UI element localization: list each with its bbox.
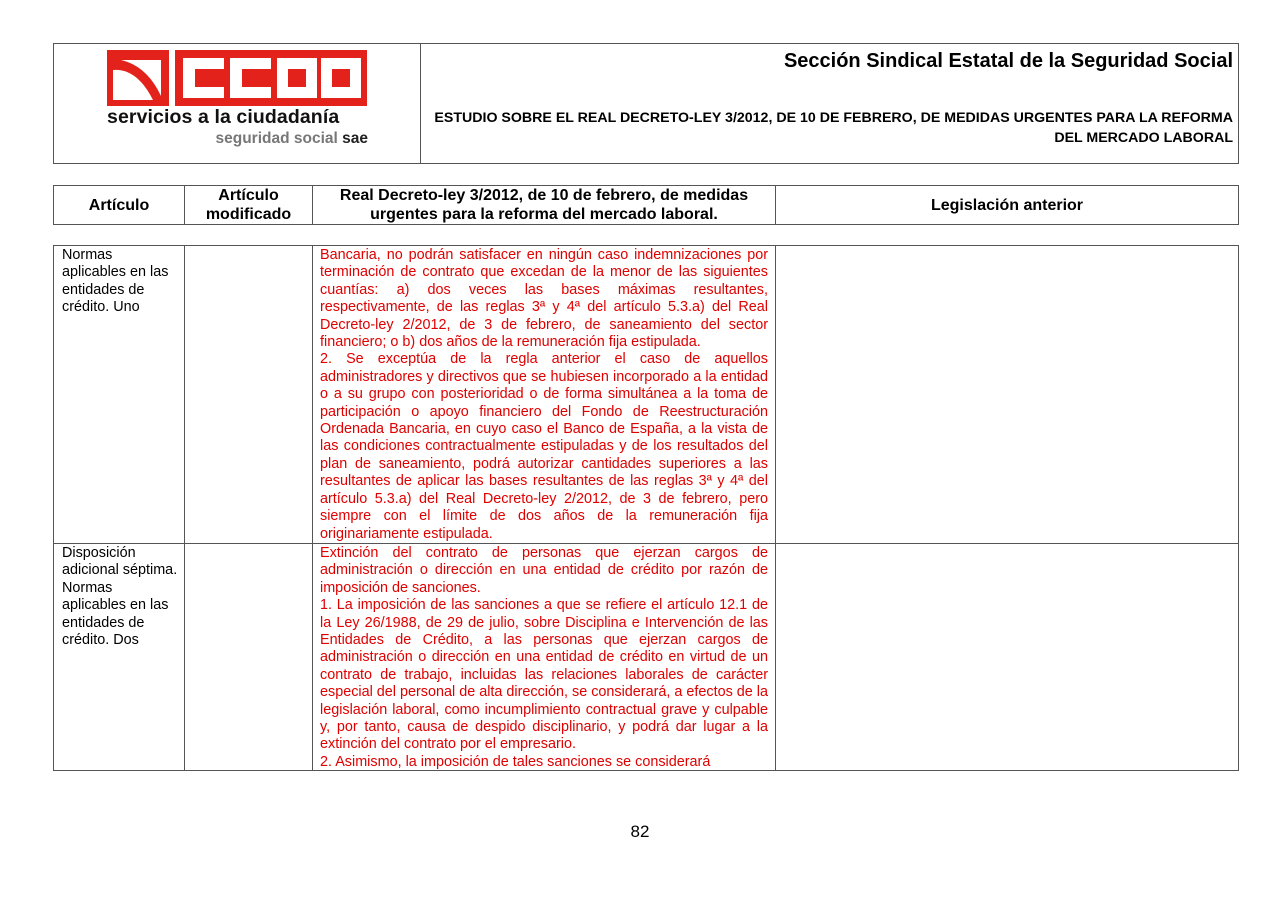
cell-anterior: [776, 544, 1238, 770]
page-number: 82: [630, 822, 650, 841]
paragraph: 1. La imposición de las sanciones a que se refiere el artículo 12.1 de la Ley 26/1988, de 29 de julio, sobre Disciplina e Intervención de las Entidades de Crédito, a las personas que ejerzan cargos de administración o dirección en una entidad de crédito en virtud de un contrato de trabajo, incluidas las relaciones laborales de carácter especial del personal de alta dirección, se considerará, a efectos de la legislación laboral, como incumplimiento contractual grave y culpable y, por tanto, causa de despido disciplinario, y podrá dar lugar a la extinción del contrato por el empresario.: [320, 597, 768, 753]
ccoo-logo: [107, 50, 367, 106]
cell-real-decreto: [313, 544, 776, 770]
col-legislacion-anterior: Legislación anterior: [930, 196, 1084, 214]
cell-modificado: [185, 246, 313, 543]
logo-subtagline: [215, 130, 368, 148]
table-row: [54, 246, 1238, 544]
logo-subtag-light: seguridad social: [215, 130, 338, 147]
cell-articulo: Normas aplicables en las entidades de crédito. Uno: [54, 246, 185, 543]
logo-subtag-bold: sae: [342, 130, 368, 147]
section-title: Sección Sindical Estatal de la Seguridad Social: [783, 50, 1233, 72]
paragraph: Extinción del contrato de personas que ejerzan cargos de administración o dirección en una entidad de crédito por razón de imposición de sanciones.: [320, 545, 768, 596]
cell-real-decreto: [313, 246, 776, 543]
col-real-decreto: Real Decreto-ley 3/2012, de 10 de febrero, de medidas urgentes para la reforma del mercado laboral.: [313, 186, 776, 224]
paragraph: 2. Se exceptúa de la regla anterior el caso de aquellos administradores y directivos que se hubiesen incorporado a la entidad o a su grupo con posterioridad o de forma simultánea a la toma de participación o apoyo financiero del Fondo de Reestructuración Ordenada Bancaria, en cuyo caso el Banco de España, a la vista de las condiciones contractualmente estipuladas y de los resultados del plan de saneamiento, podrá autorizar cantidades superiores a las resultantes de aplicar las bases resultantes de las reglas 3ª y 4ª del artículo 5.3.a) del Real Decreto-ley 2/2012, de 3 de febrero, pero siempre con el límite de dos años de la remuneración fija originariamente estipulada.: [320, 351, 768, 542]
document-header: [53, 43, 1239, 164]
cell-anterior: [776, 246, 1238, 543]
logo-tagline: servicios a la ciudadanía: [107, 106, 340, 128]
col-articulo-modificado: Artículo modificado: [185, 186, 313, 224]
title-cell: [421, 44, 1238, 163]
cell-modificado: [185, 544, 313, 770]
column-header-row: [53, 185, 1239, 225]
table-row: [54, 544, 1238, 770]
col-articulo: Artículo: [54, 186, 185, 224]
comparison-table: [53, 245, 1239, 771]
logo-cell: [54, 44, 421, 163]
cell-articulo: Disposición adicional séptima. Normas aplicables en las entidades de crédito. Dos: [54, 544, 185, 770]
study-title: ESTUDIO SOBRE EL REAL DECRETO-LEY 3/2012, DE 10 DE FEBRERO, DE MEDIDAS URGENTES PARA LA REFORMA DEL MERCADO LABORAL: [434, 110, 1233, 146]
paragraph: Bancaria, no podrán satisfacer en ningún caso indemnizaciones por terminación de contrato que excedan de la menor de las siguientes cuantías: a) dos veces las bases máximas resultantes, respectivamente, de las reglas 3ª y 4ª del artículo 5.3.a) del Real Decreto-ley 2/2012, de 3 de febrero, de saneamiento del sector financiero; o b) dos años de la remuneración fija estipulada.: [320, 247, 768, 351]
paragraph: 2. Asimismo, la imposición de tales sanciones se considerará: [320, 753, 711, 770]
